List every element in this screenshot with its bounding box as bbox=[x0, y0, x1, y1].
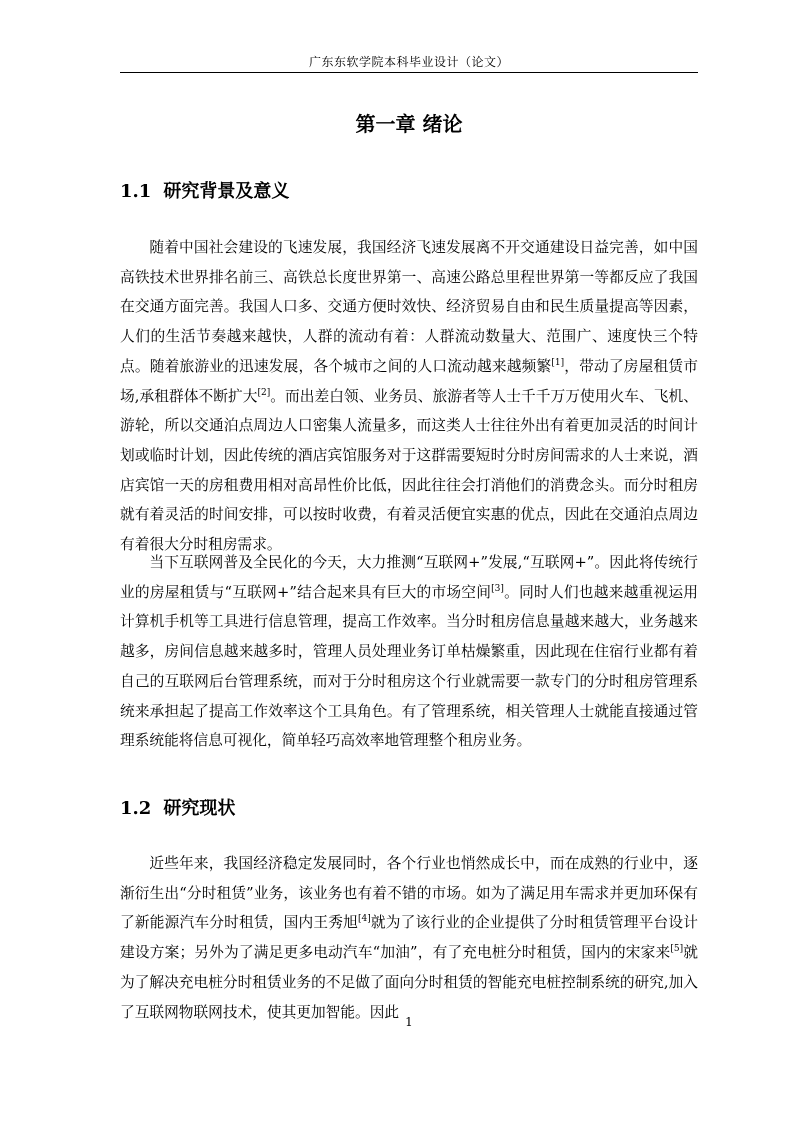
citation-ref: [2] bbox=[257, 387, 271, 398]
paragraph-text: 。而出差白领、业务员、旅游者等人士千千万万使用火车、飞机、游轮，所以交通泊点周边人口密集人流量多，而这类人士往往外出有着更加灵活的时间计划或临时计划，因此传统的酒店宾馆服务对于这群需要短时分时房间需求的人士来说，酒店宾馆一天的房租费用相对高昂性价比低，因此往往会打消他们的消费念头。而分时租房就有着灵活的时间安排，可以按时收费，有着灵活便宜实惠的优点，因此在交通泊点周边有着很大分时租房需求。 bbox=[120, 387, 698, 554]
running-header: 广东东软学院本科毕业设计（论文） bbox=[308, 55, 509, 69]
section-heading-1-1 bbox=[120, 177, 289, 203]
citation-ref: [4] bbox=[358, 914, 371, 925]
section-number: 1.2 bbox=[120, 798, 152, 819]
paragraph-status-1 bbox=[120, 849, 698, 1027]
section-title: 研究现状 bbox=[163, 798, 236, 819]
paragraph-text: 就为了该行业的企业提供了分时租赁管理平台设计建设方案；另外为了满足更多电动汽车“加油”，有了充电桩分时租赁，国内的宋家来 bbox=[120, 914, 698, 962]
paragraph-text: 近些年来，我国经济稳定发展同时，各个行业也悄然成长中，而在成熟的行业中，逐渐衍生出“分时租赁”业务，该业务也有着不错的市场。如为了满足用车需求并更加环保有了新能源汽车分时租赁，国内王秀旭 bbox=[120, 855, 698, 932]
paragraph-text: 当下互联网普及全民化的今天，大力推测“互联网+”发展,“互联网+”。因此将传统行业的房屋租赁与“互联网+”结合起来具有巨大的市场空间 bbox=[120, 554, 698, 601]
paragraph-background-1 bbox=[120, 233, 698, 560]
header-rule bbox=[120, 72, 698, 73]
paragraph-background-2 bbox=[120, 548, 698, 756]
paragraph-text: ，带动了房屋租赁市场,承租群体不断扩大 bbox=[120, 357, 698, 405]
section-title: 研究背景及意义 bbox=[163, 181, 290, 202]
paragraph-text: 就为了解决充电桩分时租赁业务的不足做了面向分时租赁的智能充电桩控制系统的研究,加入了互联网物联网技术，使其更加智能。因此 bbox=[120, 944, 698, 1021]
section-heading-1-2 bbox=[120, 794, 235, 820]
citation-ref: [5] bbox=[670, 944, 684, 955]
citation-ref: [3] bbox=[491, 583, 504, 594]
citation-ref: [1] bbox=[551, 357, 565, 368]
paragraph-text: 随着中国社会建设的飞速发展，我国经济飞速发展离不开交通建设日益完善，如中国高铁技术世界排名前三、高铁总长度世界第一、高速公路总里程世界第一等都反应了我国在交通方面完善。我国人口多、交通方便时效快、经济贸易自由和民生质量提高等因素，人们的生活节奏越来越快，人群的流动有着：人群流动数量大、范围广、速度快三个特点。随着旅游业的迅速发展，各个城市之间的人口流动越来越频繁 bbox=[120, 239, 698, 375]
section-number: 1.1 bbox=[120, 181, 152, 202]
page-number: 1 bbox=[405, 1015, 413, 1029]
chapter-title: 第一章 绪论 bbox=[355, 112, 463, 136]
paragraph-text: 。同时人们也越来越重视运用计算机手机等工具进行信息管理，提高工作效率。当分时租房信息量越来越大，业务越来越多，房间信息越来越多时，管理人员处理业务订单枯燥繁重，因此现在住宿行业都有着自己的互联网后台管理系统，而对于分时租房这个行业就需要一款专门的分时租房管理系统来承担起了提高工作效率这个工具角色。有了管理系统，相关管理人士就能直接通过管理系统能将信息可视化，简单轻巧高效率地管理整个租房业务。 bbox=[120, 583, 698, 750]
